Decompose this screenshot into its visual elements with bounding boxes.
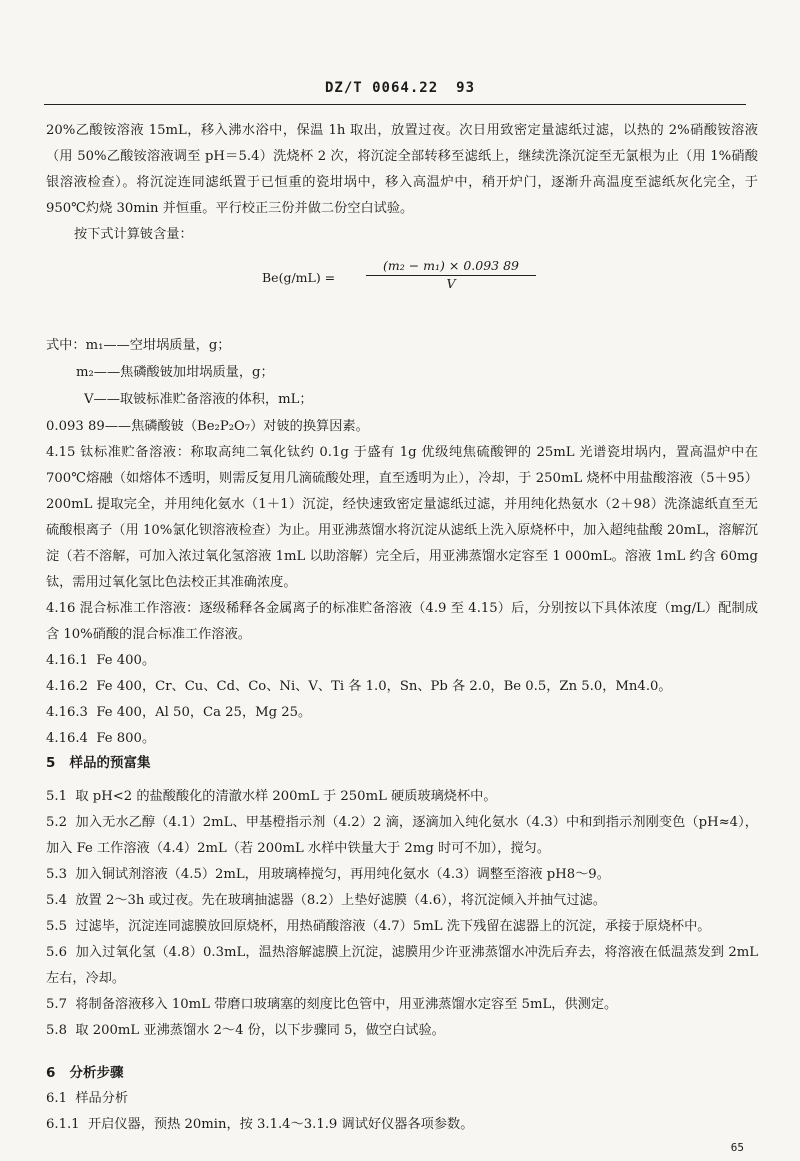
section-number: 5 (46, 755, 56, 771)
list-item (46, 784, 758, 810)
item-text: Fe 400。 (96, 653, 156, 668)
definition-row (46, 386, 758, 413)
clause-paragraph (46, 596, 758, 648)
section-number: 6 (46, 1065, 56, 1081)
page-number: 65 (730, 1141, 744, 1154)
item-text: 过滤毕，沉淀连同滤膜放回原烧杯，用热硝酸溶液（4.7）5mL 洗下残留在滤器上的沉淀，承接于原烧杯中。 (75, 919, 711, 934)
item-text: 将制备溶液移入 10mL 带磨口玻璃塞的刻度比色管中，用亚沸蒸馏水定容至 5mL，供测定。 (75, 997, 618, 1012)
item-number: 5.7 (46, 997, 67, 1012)
subsection-title: 样品分析 (75, 1091, 129, 1106)
item-number: 5.8 (46, 1023, 67, 1038)
clause-paragraph (46, 440, 758, 596)
variable-description: 取铍标准贮备溶液的体积，mL； (119, 392, 313, 407)
item-number: 5.6 (46, 945, 67, 960)
definition-row (46, 332, 758, 359)
list-item (46, 648, 758, 674)
list-item (46, 888, 758, 914)
subsection-number: 6.1 (46, 1091, 67, 1106)
variable-definitions (46, 332, 758, 440)
item-text: 取 pH<2 的盐酸酸化的清澈水样 200mL 于 250mL 硬质玻璃烧杯中。 (75, 789, 497, 804)
clause-text: 混合标准工作溶液：逐级稀释各金属离子的标准贮备溶液（4.9 至 4.15）后，分别按以下具体浓度（mg/L）配制成含 10%硝酸的混合标准工作溶液。 (46, 601, 758, 642)
section-heading (46, 1060, 758, 1086)
item-number: 4.16.4 (46, 731, 88, 746)
formula-fraction (366, 258, 536, 291)
item-text: Fe 800。 (96, 731, 156, 746)
item-number: 5.2 (46, 815, 67, 830)
variable-symbol: 0.093 89 (46, 419, 105, 434)
list-item (46, 940, 758, 992)
dash: —— (93, 392, 120, 407)
section-heading (46, 750, 758, 776)
section-title: 样品的预富集 (69, 755, 151, 771)
clause-4-16 (46, 596, 758, 752)
list-item (46, 914, 758, 940)
clause-number: 4.16 (46, 601, 76, 616)
formula-numerator: (m₂ − m₁) × 0.093 89 (366, 258, 536, 276)
list-item (46, 726, 758, 752)
formula-denominator: V (446, 276, 456, 291)
item-text: 加入铜试剂溶液（4.5）2mL，用玻璃棒搅匀，再用纯化氨水（4.3）调整至溶液 pH8～9。 (75, 867, 610, 882)
item-text: 放置 2～3h 或过夜。先在玻璃抽滤器（8.2）上垫好滤膜（4.6），将沉淀倾入并抽气过滤。 (75, 893, 606, 908)
definition-row (46, 413, 758, 440)
section-title: 分析步骤 (69, 1065, 124, 1081)
variable-description: 空坩埚质量，g； (129, 338, 231, 353)
item-number: 4.16.3 (46, 705, 88, 720)
calculation-intro: 按下式计算铍含量： (74, 227, 193, 242)
dash: —— (103, 338, 130, 353)
header-rule (44, 104, 746, 105)
section-6 (46, 1060, 758, 1138)
standard-year: 93 (456, 80, 475, 96)
list-item (46, 862, 758, 888)
page-header (0, 80, 800, 96)
variable-description: 焦磷酸铍（Be₂P₂O₇）对铍的换算因素。 (131, 419, 369, 434)
item-text: 加入无水乙醇（4.1）2mL、甲基橙指示剂（4.2）2 滴，逐滴加入纯化氨水（4.3）中和到指示剂刚变色（pH≈4），加入 Fe 工作溶液（4.4）2mL（若 200mL 水样中铁量大于 2mg 时可不加），搅匀。 (46, 815, 758, 856)
item-text: 开启仪器，预热 20min，按 3.1.4～3.1.9 调试好仪器各项参数。 (87, 1117, 474, 1132)
definition-row (46, 359, 758, 386)
standard-code: DZ/T 0064.22 (324, 80, 439, 96)
variable-symbol: m₁ (85, 338, 104, 353)
clause-text: 钛标准贮备溶液：称取高纯二氧化钛约 0.1g 于盛有 1g 优级纯焦硫酸钾的 25mL 光谱瓷坩埚内，置高温炉中在 700℃熔融（如熔体不透明，则需反复用几滴硫酸处理，直至透明为止），冷却，于 250mL 烧杯中用盐酸溶液（5＋95）200mL 提取完全，并用纯化氨水（1＋1）沉淀，经快速致密定量滤纸过滤，并用纯化热氨水（2＋98）洗涤滤纸直至无硫酸根离子（用 10%氯化钡溶液检查）为止。用亚沸蒸馏水将沉淀从滤纸上洗入原烧杯中，加入超纯盐酸 20mL，溶解沉淀（若不溶解，可加入浓过氧化氢溶液 1mL 以助溶解）完全后，用亚沸蒸馏水定容至 1 000mL。溶液 1mL 约含 60mg 钛，需用过氧化氢比色法校正其准确浓度。 (46, 445, 758, 590)
item-number: 4.16.1 (46, 653, 88, 668)
clause-4-15 (46, 440, 758, 596)
variable-symbol: m₂ (76, 365, 94, 380)
list-item (46, 810, 758, 862)
item-number: 5.1 (46, 789, 67, 804)
item-number: 5.3 (46, 867, 67, 882)
dash: —— (104, 419, 132, 434)
item-text: 加入过氧化氢（4.8）0.3mL，温热溶解滤膜上沉淀，滤膜用少许亚沸蒸馏水冲洗后弃去，将溶液在低温蒸发到 2mL 左右，冷却。 (46, 945, 758, 986)
list-item (46, 700, 758, 726)
beryllium-formula (262, 258, 562, 304)
list-item (46, 1018, 758, 1044)
paragraph-text: 20%乙酸铵溶液 15mL，移入沸水浴中，保温 1h 取出，放置过夜。次日用致密定量滤纸过滤，以热的 2%硝酸铵溶液（用 50%乙酸铵溶液调至 pH＝5.4）洗烧杯 2 次，将沉淀全部转移至滤纸上，继续洗涤沉淀至无氯根为止（用 1%硝酸银溶液检查）。将沉淀连同滤纸置于已恒重的瓷坩埚中，移入高温炉中，稍开炉门，逐渐升高温度至滤纸灰化完全，于 950℃灼烧 30min 并恒重。平行校正三份并做二份空白试验。 (46, 123, 758, 216)
section-5 (46, 750, 758, 1044)
subsection-heading (46, 1086, 758, 1112)
continued-paragraph (46, 118, 758, 248)
dash: —— (93, 365, 121, 380)
item-text: Fe 400，Al 50，Ca 25，Mg 25。 (96, 705, 312, 720)
item-text: 取 200mL 亚沸蒸馏水 2～4 份，以下步骤同 5，做空白试验。 (75, 1023, 445, 1038)
variable-description: 焦磷酸铍加坩埚质量，g； (120, 365, 274, 380)
list-item (46, 1112, 758, 1138)
item-number: 6.1.1 (46, 1117, 80, 1132)
item-number: 4.16.2 (46, 679, 88, 694)
item-number: 5.4 (46, 893, 67, 908)
where-lead: 式中： (46, 338, 86, 353)
formula-lhs: Be(g/mL) = (262, 270, 336, 285)
item-text: Fe 400，Cr、Cu、Cd、Co、Ni、V、Ti 各 1.0，Sn、Pb 各 2.0，Be 0.5，Zn 5.0，Mn4.0。 (96, 679, 672, 694)
item-number: 5.5 (46, 919, 67, 934)
list-item (46, 992, 758, 1018)
list-item (46, 674, 758, 700)
variable-symbol: V (84, 392, 94, 407)
clause-number: 4.15 (46, 445, 76, 460)
